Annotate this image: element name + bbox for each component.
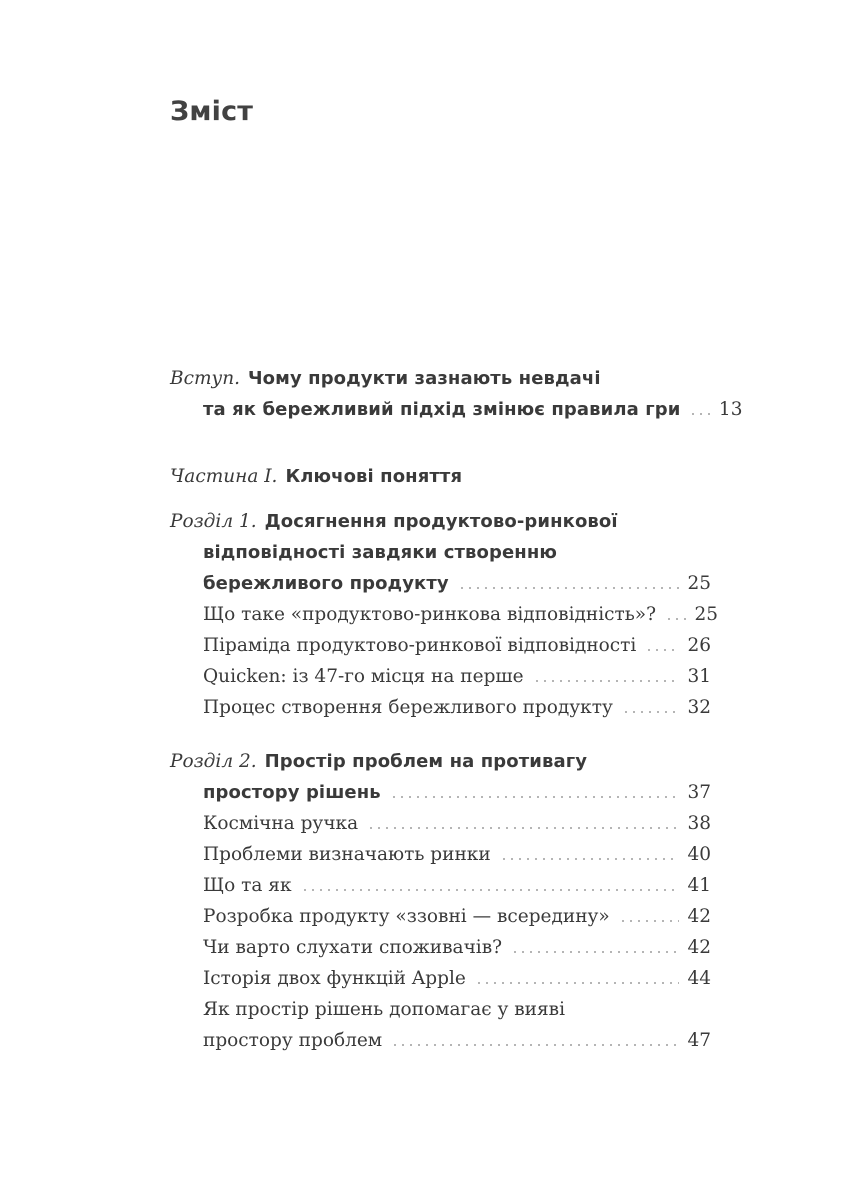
dotted-leader	[668, 615, 686, 620]
toc-item	[170, 630, 711, 661]
entry-title: Що та як	[203, 875, 292, 896]
toc-line	[170, 994, 711, 1025]
page-number: 26	[687, 635, 711, 656]
toc-line	[170, 363, 711, 394]
toc-entry-chapter-2	[170, 746, 711, 808]
toc-line	[170, 461, 711, 492]
page-number: 13	[718, 399, 743, 420]
dotted-leader	[304, 886, 679, 891]
toc-content	[170, 0, 743, 1056]
toc-line	[170, 506, 711, 537]
toc-line	[170, 777, 711, 808]
entry-title: Проблеми визначають ринки	[203, 844, 491, 865]
page-number: 42	[687, 937, 711, 958]
page-number: 42	[687, 906, 711, 927]
toc-item	[170, 692, 711, 723]
entry-title: Космічна ручка	[203, 813, 359, 834]
page-number: 37	[687, 782, 711, 803]
entry-title: Чому продукти зазнають невдачі	[248, 368, 601, 389]
entry-title: Як простір рішень допомагає у вияві	[203, 999, 566, 1020]
toc-item	[170, 839, 711, 870]
toc-line	[170, 901, 711, 932]
toc-line	[170, 932, 711, 963]
dotted-leader	[514, 948, 679, 953]
entry-title-cont: бережливого продукту	[203, 573, 449, 594]
entry-title-cont: та як бережливий підхід змінює правила гри	[203, 399, 681, 420]
entry-title-cont: простору рішень	[203, 782, 381, 803]
toc-line	[170, 394, 743, 425]
dotted-leader	[461, 584, 679, 589]
page-number: 44	[687, 968, 711, 989]
entry-title: Що таке «продуктово-ринкова відповідність»?	[203, 604, 657, 625]
toc-line	[170, 692, 711, 723]
toc-line	[170, 808, 711, 839]
dotted-leader	[622, 917, 679, 922]
page-number: 40	[687, 844, 711, 865]
toc-line	[170, 870, 711, 901]
page-number: 38	[687, 813, 711, 834]
page-number: 25	[694, 604, 719, 625]
dotted-leader	[370, 824, 679, 829]
dotted-leader	[478, 979, 679, 984]
entry-title: Quicken: із 47-го місця на перше	[203, 666, 524, 687]
entry-prefix: Розділ 2.	[170, 751, 257, 772]
toc-line	[170, 839, 711, 870]
toc-line	[170, 568, 711, 599]
toc-line	[170, 746, 711, 777]
toc-item	[170, 932, 711, 963]
page-number: 32	[687, 697, 711, 718]
toc-item	[170, 661, 711, 692]
entry-prefix: Частина I.	[170, 466, 278, 487]
toc-line	[170, 599, 719, 630]
toc-line	[170, 1025, 711, 1056]
entry-title: Процес створення бережливого продукту	[203, 697, 613, 718]
toc-line	[170, 537, 711, 568]
entry-title: Чи варто слухати споживачів?	[203, 937, 503, 958]
entry-title: Досягнення продуктово-ринкової	[264, 511, 618, 532]
page-number: 47	[687, 1030, 711, 1051]
page-title: Зміст	[170, 96, 254, 127]
toc-item	[170, 963, 711, 994]
toc-item	[170, 808, 711, 839]
dotted-leader	[625, 708, 679, 713]
entry-prefix: Вступ.	[170, 368, 241, 389]
entry-title: Ключові поняття	[285, 466, 463, 487]
dotted-leader	[648, 646, 679, 651]
page-number: 25	[687, 573, 711, 594]
page-number: 41	[687, 875, 711, 896]
entry-title: Розробка продукту «ззовні — всередину»	[203, 906, 610, 927]
toc-line	[170, 661, 711, 692]
entry-title: Історія двох функцій Apple	[203, 968, 466, 989]
toc-line	[170, 963, 711, 994]
toc-item	[170, 994, 711, 1056]
entry-title: Піраміда продуктово-ринкової відповідності	[203, 635, 637, 656]
dotted-leader	[393, 793, 679, 798]
toc-item	[170, 901, 711, 932]
toc-line	[170, 630, 711, 661]
entry-prefix: Розділ 1.	[170, 511, 257, 532]
toc-entry-chapter-1	[170, 506, 711, 599]
toc-item	[170, 599, 719, 630]
page-number: 31	[687, 666, 711, 687]
toc-entry-intro	[170, 363, 743, 425]
toc-item	[170, 870, 711, 901]
entry-title-cont: відповідності завдяки створенню	[203, 542, 557, 563]
toc-part-heading	[170, 461, 711, 492]
dotted-leader	[394, 1041, 679, 1046]
dotted-leader	[503, 855, 679, 860]
entry-title-cont: простору проблем	[203, 1030, 383, 1051]
dotted-leader	[536, 677, 679, 682]
entry-title: Простір проблем на противагу	[264, 751, 588, 772]
dotted-leader	[692, 410, 710, 415]
